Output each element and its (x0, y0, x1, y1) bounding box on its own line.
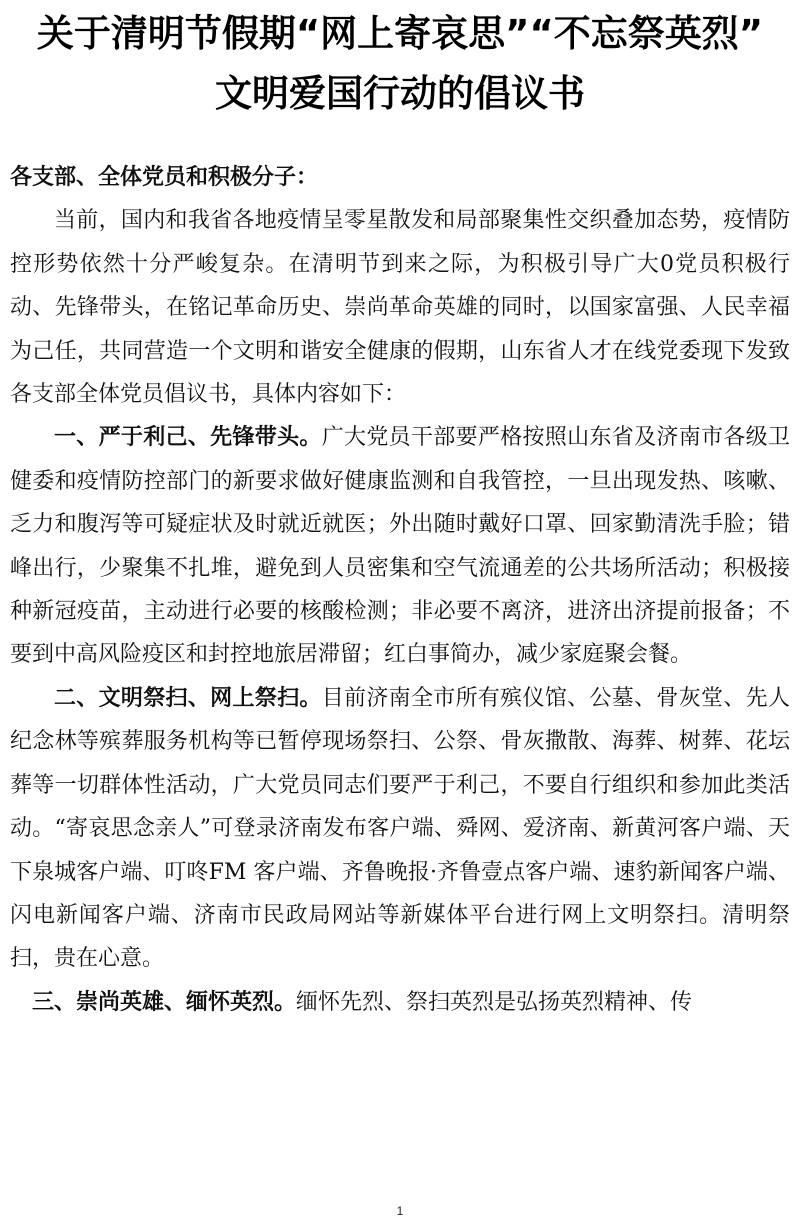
page-number: 1 (396, 1204, 404, 1218)
section-heading-2: 二、文明祭扫、网上祭扫。 (54, 685, 322, 711)
section-heading-3: 三、崇尚英雄、缅怀英烈。 (32, 989, 297, 1015)
document-body (10, 156, 790, 1024)
section-paragraph-3 (10, 981, 790, 1024)
salutation: 各支部、全体党员和积极分子： (10, 165, 319, 190)
document-title-line-2: 文明爱国行动的倡议书 (215, 72, 585, 115)
section-paragraph-2 (10, 677, 790, 981)
section-text-1: 广大党员干部要严格按照山东省及济南市各级卫健委和疫情防控部门的新要求做好健康监测和自我管控，一旦出现发热、咳嗽、乏力和腹泻等可疑症状及时就近就医；外出随时戴好口罩、回家勤清洗手脸；错峰出行，少聚集不扎堆，避免到人员密集和空气流通差的公共场所活动；积极接种新冠疫苗，主动进行必要的核酸检测；非必要不离济，进济出济提前报备；不要到中高风险疫区和封控地旅居滞留；红白事简办，减少家庭聚会餐。 (10, 425, 790, 668)
section-text-2: 目前济南全市所有殡仪馆、公墓、骨灰堂、先人纪念林等殡葬服务机构等已暂停现场祭扫、公祭、骨灰撒散、海葬、树葬、花坛葬等一切群体性活动，广大党员同志们要严于利己，不要自行组织和参加此类活动。“寄哀思念亲人”可登录济南发布客户端、舜网、爱济南、新黄河客户端、天下泉城客户端、叮咚FM 客户端、齐鲁晚报·齐鲁壹点客户端、速豹新闻客户端、闪电新闻客户端、济南市民政局网站等新媒体平台进行网上文明祭扫。清明祭扫，贵在心意。 (10, 685, 790, 972)
section-heading-1: 一、严于利己、先锋带头。 (54, 425, 322, 451)
intro-paragraph: 当前，国内和我省各地疫情呈零星散发和局部聚集性交织叠加态势，疫情防控形势依然十分严峻复杂。在清明节到来之际，为积极引导广大0党员积极行动、先锋带头，在铭记革命历史、崇尚革命英雄的同时，以国家富强、人民幸福为己任，共同营造一个文明和谐安全健康的假期，山东省人才在线党委现下发致各支部全体党员倡议书，具体内容如下： (10, 208, 790, 408)
document-title-line-1: 关于清明节假期“网上寄哀思”“不忘祭英烈” (36, 12, 764, 55)
section-paragraph-1 (10, 416, 790, 676)
section-text-3: 缅怀先烈、祭扫英烈是弘扬英烈精神、传 (296, 989, 693, 1015)
